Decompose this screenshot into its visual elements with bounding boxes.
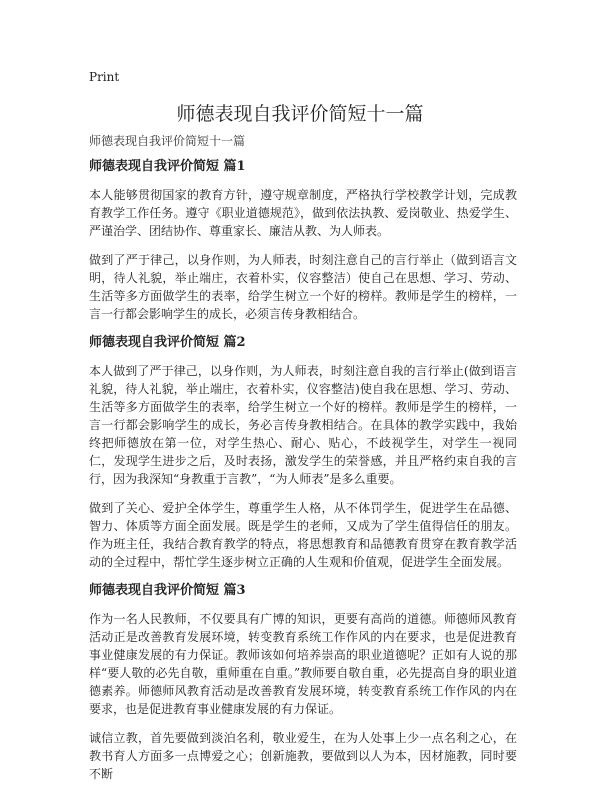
- page-title: 师德表现自我评价简短十一篇: [176, 103, 424, 125]
- section-heading: 师德表现自我评价简短 篇2: [89, 335, 246, 350]
- paragraph: 诚信立教，首先要做到淡泊名利，敬业爱生，在为人处事上少一点名利之心，在教书育人方面多一点博爱之心；创新施教，要做到以人为本，因材施教，同时要不断: [89, 731, 517, 781]
- paragraph: 作为一名人民教师，不仅要具有广博的知识，更要有高尚的道德。师德师风教育活动正是改善教育发展环境，转变教育系统工作作风的内在要求，也是促进教育事业健康发展的有力保证。教师该如何培养崇高的职业道德呢？正如有人说的那样“要人敬的必先自敬，重师重在自重。”教师要自敬自重，必先提高自身的职业道德素养。师德师风教育活动是改善教育发展环境，转变教育系统工作作风的内在要求，也是促进教育事业健康发展的有力保证。: [89, 612, 517, 716]
- paragraph: 做到了严于律己，以身作则，为人师表，时刻注意自己的言行举止（做到语言文明，待人礼貌，举止端庄，衣着朴实，仪容整洁）使自己在思想、学习、劳动、生活等多方面做学生的表率，给学生树立一个好的榜样。教师是学生的榜样，一言一行都会影响学生的成长，必须言传身教相结合。: [89, 253, 517, 321]
- article-body: [89, 158, 517, 787]
- section-3: [89, 582, 517, 783]
- paragraph: 做到了关心、爱护全体学生，尊重学生人格，从不体罚学生，促进学生在品德、智力、体质等方面全面发展。既是学生的老师，又成为了学生值得信任的朋友。作为班主任，我结合教育教学的特点，将思想教育和品德教育贯穿在教育教学活动的全过程中，帮忙学生逐步树立正确的人生观和价值观，促进学生全面发展。: [89, 501, 517, 569]
- paragraph: 本人能够贯彻国家的教育方针，遵守规章制度，严格执行学校教学计划，完成教育教学工作任务。遵守《职业道德规范》，做到依法执教、爱岗敬业、热爱学生、严谨治学、团结协作、尊重家长、廉洁从教、为人师表。: [89, 188, 517, 238]
- section-1: [89, 158, 517, 323]
- section-heading: 师德表现自我评价简短 篇3: [89, 583, 246, 598]
- document-subtitle: 师德表现自我评价简短十一篇: [89, 134, 246, 148]
- section-2: [89, 334, 517, 571]
- section-heading: 师德表现自我评价简短 篇1: [89, 159, 246, 174]
- paragraph: 本人做到了严于律己，以身作则，为人师表，时刻注意自我的言行举止(做到语言礼貌，待人礼貌，举止端庄，衣着朴实，仪容整洁)使自我在思想、学习、劳动、生活等多方面做学生的表率，给学生树立一个好的榜样。教师是学生的榜样，一言一行都会影响学生的成长，务必言传身教相结合。在具体的教学实践中，我始终把师德放在第一位，对学生热心、耐心、贴心，不歧视学生，对学生一视同仁，发现学生进步之后，及时表扬，激发学生的荣誉感，并且严格约束自我的言行，因为我深知“身教重于言教”，“为人师表”是多么重要。: [89, 364, 517, 486]
- print-link[interactable]: Print: [89, 70, 120, 84]
